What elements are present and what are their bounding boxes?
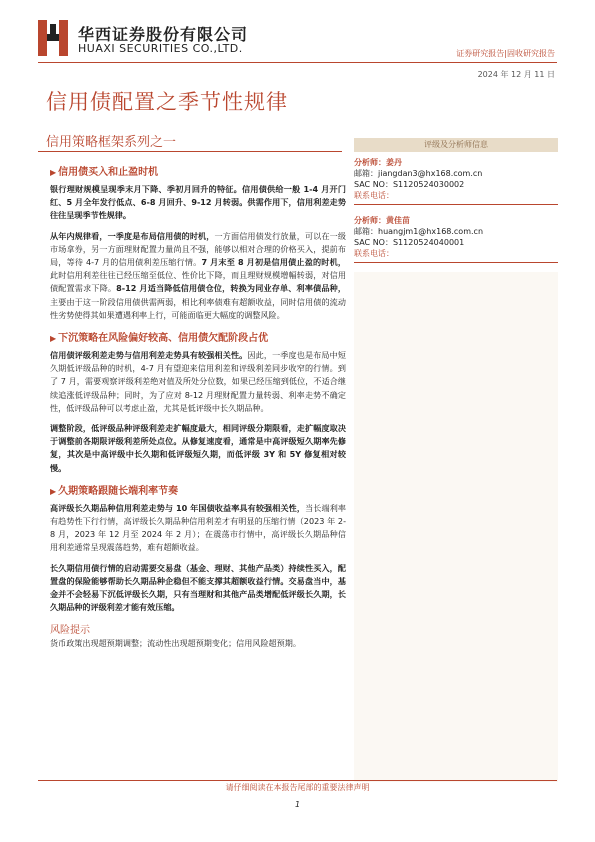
text-run: 长久期信用债行情的启动需要交易盘（基金、理财、其他产品类）持续性买入，配置盘的保险能够帮助长久期品种企稳但不能支撑其超额收益行情。交易盘当中，基金并不会轻易下沉低评级长久期，只有当理财和其他产品类增配低评级长久期，长久期品种的评级利差才能有效压缩。 (50, 562, 346, 613)
analyst-card (354, 157, 558, 205)
paragraph (50, 230, 346, 322)
header-divider (38, 62, 557, 63)
triangle-marker-icon: ▶ (50, 168, 57, 177)
risk-text: 货币政策出现超预期调整；流动性出现超预期变化；信用风险超预期。 (50, 638, 301, 649)
huaxi-logo-icon (38, 20, 68, 56)
page-number: 1 (294, 800, 301, 809)
triangle-marker-icon: ▶ (50, 486, 57, 496)
analyst-phone: 联系电话： (354, 191, 394, 200)
sidebar-heading: 评级及分析师信息 (354, 138, 558, 152)
subtitle-divider (38, 151, 342, 152)
text-run: 因此，一季度也是布局中短久期低评级品种的时机，4-7 月有望迎来信用利差和评级利差同步收窄的行情。到了 7 月，需要观察评级利差绝对值及所处分位数，如果已经压缩到低位，不适合继续追涨低评级品种；同时，为了应对 8-12 月理财配置力量转弱、利率走势不确定性，低评级品种可以考虑止盈，尤其是低评级中长久期品种。 (50, 350, 346, 413)
paragraph (50, 349, 346, 415)
analyst-name: 分析师：黄佳苗 (354, 216, 410, 225)
text-run: 主要由于这一阶段信用债供需两弱，相比利率债难有超额收益，同时信用债的流动性劣势使得其如果遭遇利率上行，可能面临更大幅度的调整风险。 (50, 296, 346, 320)
analyst-email[interactable]: 邮箱：jiangdan3@hx168.com.cn (354, 169, 483, 178)
section-heading: ▶ 久期策略跟随长端利率节奏 (50, 485, 179, 497)
section-heading: ▶ 下沉策略在风险偏好较高、信用债欠配阶段占优 (50, 333, 269, 345)
sidebar-divider (354, 204, 558, 205)
text-run: 7 月末至 8 月初是信用债止盈的时机， (201, 257, 346, 268)
report-type: 证券研究报告|固收研究报告 (456, 49, 555, 58)
text-run: 调整阶段，低评级品种评级利差走扩幅度最大，相同评级分期限看，走扩幅度取决于调整前各期限评级利差所处点位。从修复速度看，通常是中高评级短久期率先修复，其次是中高评级中长久期和低评级短久期，而低评级 3Y 和 5Y 修复相对较慢。 (50, 423, 346, 473)
paragraph (50, 422, 346, 475)
text-run: 高评级长久期品种信用利差走势与 10 年国债收益率具有较强相关性， (50, 502, 306, 513)
analyst-sidebar (354, 138, 558, 273)
text-run: 从年内规律看，一季度是布局信用债的时机， (50, 230, 215, 241)
analyst-card (354, 215, 558, 263)
main-content (50, 160, 346, 658)
section-buy-timing (50, 163, 346, 322)
paragraph (50, 502, 346, 555)
analyst-name: 分析师：姜丹 (354, 158, 402, 167)
text-run: 8-12 月适当降低信用债仓位，转换为同业存单、利率债品种， (116, 283, 346, 294)
text-run: 当长端利率有趋势性下行行情，高评级长久期品种信用利差才有明显的压缩行情（2023 年 2-8 月，2023 年 12 月至 2024 年 2 月）；在震荡市行情中，高评级长久期品种信用利差通常呈现震荡趋势，难有超额收益。 (50, 502, 346, 553)
section-heading: ▶ 信用债买入和止盈时机 (50, 167, 159, 178)
analyst-phone: 联系电话： (354, 249, 394, 258)
footer-divider (38, 780, 557, 781)
analyst-sac: SAC NO：S1120524030002 (354, 180, 465, 189)
text-run: 此时信用利差往往已经压缩至低位、性价比下降，而且理财规模增幅转弱，对信用债配置需求下降。 (50, 270, 346, 294)
risk-section (50, 621, 346, 650)
company-name-cn: 华西证券股份有限公司 (78, 25, 249, 44)
section-duration-strategy (50, 482, 346, 615)
sidebar-divider (354, 262, 558, 263)
text-run: 银行理财规模呈现季末月下降、季初月回升的特征。信用债供给一般 1-4 月开门红、5 月全年发行低点、6-8 月回升、9-12 月转弱。供需作用下，信用利差走势往往呈现季节性规律。 (50, 184, 346, 221)
paragraph (50, 562, 346, 615)
legal-disclaimer: 请仔细阅读在本报告尾部的重要法律声明 (225, 783, 370, 792)
risk-heading: 风险提示 (50, 625, 90, 637)
sidebar-background (354, 272, 558, 782)
text-run: 一方面信用债发行放量，可以在一级市场拿券，另一方面理财配置力量尚且不强，能够以相对合理的价格买入，提前布局，等待 4-7 月的信用债利差压缩行情。 (50, 230, 346, 268)
paragraph (50, 183, 346, 223)
analyst-sac: SAC NO：S1120524040001 (354, 238, 465, 247)
report-title: 信用债配置之季节性规律 (46, 90, 288, 114)
analyst-email[interactable]: 邮箱：huangjm1@hx168.com.cn (354, 227, 484, 236)
report-date: 2024 年 12 月 11 日 (477, 70, 555, 79)
section-sinking-strategy (50, 329, 346, 475)
report-subtitle: 信用策略框架系列之一 (46, 135, 177, 150)
triangle-marker-icon: ▶ (50, 334, 57, 344)
company-name-en: HUAXI SECURITIES CO.,LTD. (78, 42, 243, 55)
text-run: 信用债评级利差走势与信用利差走势具有较强相关性。 (50, 350, 248, 361)
